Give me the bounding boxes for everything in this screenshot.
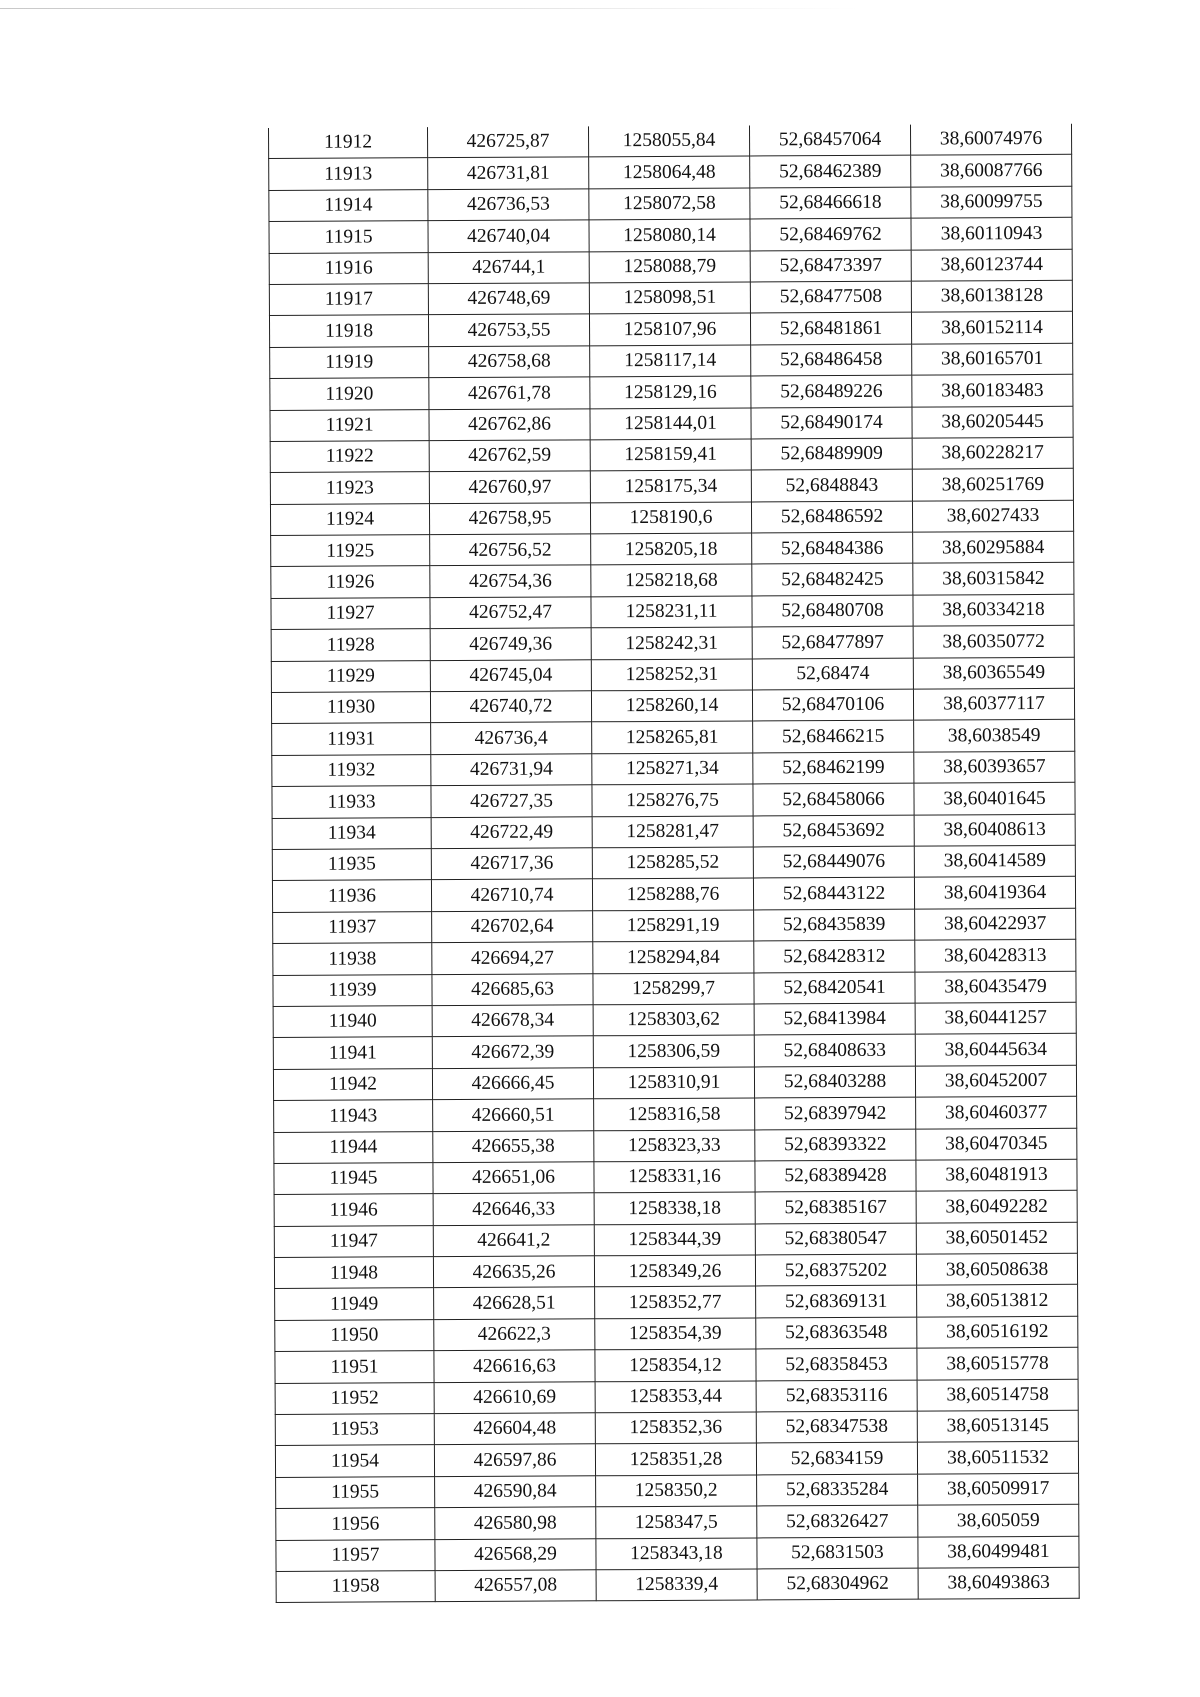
table-row xyxy=(276,1536,1079,1572)
point-number-cell: 11942 xyxy=(273,1068,432,1100)
latitude-cell: 52,68375202 xyxy=(755,1254,916,1286)
latitude-cell: 52,68457064 xyxy=(749,125,910,157)
point-number-cell: 11930 xyxy=(271,692,430,724)
longitude-cell: 38,60205445 xyxy=(912,406,1073,438)
y-coordinate-cell: 1258205,18 xyxy=(591,533,752,565)
x-coordinate-cell: 426758,95 xyxy=(429,503,590,535)
table-row xyxy=(270,469,1073,505)
latitude-cell: 52,68489909 xyxy=(751,438,912,470)
longitude-cell: 38,60334218 xyxy=(913,594,1074,626)
x-coordinate-cell: 426717,36 xyxy=(431,848,592,880)
point-number-cell: 11941 xyxy=(273,1037,432,1069)
latitude-cell: 52,68393322 xyxy=(755,1129,916,1161)
point-number-cell: 11947 xyxy=(274,1225,433,1257)
table-row xyxy=(273,971,1076,1007)
x-coordinate-cell: 426651,06 xyxy=(433,1162,594,1194)
y-coordinate-cell: 1258265,81 xyxy=(592,721,753,753)
y-coordinate-cell: 1258316,58 xyxy=(594,1098,755,1130)
point-number-cell: 11939 xyxy=(273,974,432,1006)
x-coordinate-cell: 426753,55 xyxy=(428,314,589,346)
y-coordinate-cell: 1258331,16 xyxy=(594,1161,755,1193)
table-row xyxy=(271,531,1074,567)
point-number-cell: 11925 xyxy=(271,535,430,567)
longitude-cell: 38,60087766 xyxy=(911,155,1072,187)
x-coordinate-cell: 426655,38 xyxy=(433,1130,594,1162)
table-row xyxy=(274,1096,1077,1132)
longitude-cell: 38,60470345 xyxy=(916,1128,1077,1160)
y-coordinate-cell: 1258354,12 xyxy=(595,1349,756,1381)
point-number-cell: 11922 xyxy=(270,441,429,473)
y-coordinate-cell: 1258190,6 xyxy=(590,502,751,534)
point-number-cell: 11916 xyxy=(269,252,428,284)
y-coordinate-cell: 1258107,96 xyxy=(589,313,750,345)
table-row xyxy=(273,939,1076,975)
latitude-cell: 52,68490174 xyxy=(751,407,912,439)
point-number-cell: 11921 xyxy=(270,409,429,441)
point-number-cell: 11937 xyxy=(273,911,432,943)
y-coordinate-cell: 1258310,91 xyxy=(593,1067,754,1099)
table-row xyxy=(270,500,1073,536)
x-coordinate-cell: 426580,98 xyxy=(435,1507,596,1539)
longitude-cell: 38,60501452 xyxy=(916,1222,1077,1254)
point-number-cell: 11927 xyxy=(271,598,430,630)
longitude-cell: 38,60393657 xyxy=(914,751,1075,783)
x-coordinate-cell: 426702,64 xyxy=(432,911,593,943)
y-coordinate-cell: 1258144,01 xyxy=(590,407,751,439)
latitude-cell: 52,68385167 xyxy=(755,1191,916,1223)
latitude-cell: 52,68347538 xyxy=(756,1411,917,1443)
latitude-cell: 52,68389428 xyxy=(755,1160,916,1192)
longitude-cell: 38,60445634 xyxy=(915,1034,1076,1066)
table-row xyxy=(271,688,1074,724)
table-row xyxy=(274,1222,1077,1258)
longitude-cell: 38,60452007 xyxy=(915,1065,1076,1097)
longitude-cell: 38,60508638 xyxy=(916,1253,1077,1285)
point-number-cell: 11943 xyxy=(274,1100,433,1132)
latitude-cell: 52,68403288 xyxy=(754,1066,915,1098)
x-coordinate-cell: 426646,33 xyxy=(433,1193,594,1225)
x-coordinate-cell: 426758,68 xyxy=(429,346,590,378)
x-coordinate-cell: 426762,86 xyxy=(429,408,590,440)
latitude-cell: 52,68443122 xyxy=(753,878,914,910)
latitude-cell: 52,68428312 xyxy=(754,940,915,972)
x-coordinate-cell: 426635,26 xyxy=(433,1256,594,1288)
coordinates-table-body xyxy=(269,124,1080,1603)
y-coordinate-cell: 1258323,33 xyxy=(594,1129,755,1161)
y-coordinate-cell: 1258117,14 xyxy=(590,345,751,377)
table-row xyxy=(275,1442,1078,1478)
y-coordinate-cell: 1258338,18 xyxy=(594,1192,755,1224)
x-coordinate-cell: 426685,63 xyxy=(432,973,593,1005)
longitude-cell: 38,60408613 xyxy=(914,814,1075,846)
table-row xyxy=(272,845,1075,881)
y-coordinate-cell: 1258260,14 xyxy=(591,690,752,722)
x-coordinate-cell: 426761,78 xyxy=(429,377,590,409)
point-number-cell: 11933 xyxy=(272,786,431,818)
x-coordinate-cell: 426727,35 xyxy=(431,785,592,817)
table-row xyxy=(271,626,1074,662)
y-coordinate-cell: 1258352,36 xyxy=(595,1412,756,1444)
table-row xyxy=(270,374,1073,410)
x-coordinate-cell: 426748,69 xyxy=(428,283,589,315)
table-row xyxy=(276,1567,1079,1603)
table-row xyxy=(275,1316,1078,1352)
longitude-cell: 38,60422937 xyxy=(915,908,1076,940)
latitude-cell: 52,68466215 xyxy=(753,721,914,753)
point-number-cell: 11929 xyxy=(271,660,430,692)
y-coordinate-cell: 1258347,5 xyxy=(596,1506,757,1538)
longitude-cell: 38,60401645 xyxy=(914,782,1075,814)
latitude-cell: 52,68484386 xyxy=(752,532,913,564)
longitude-cell: 38,6027433 xyxy=(912,500,1073,532)
latitude-cell: 52,68420541 xyxy=(754,972,915,1004)
y-coordinate-cell: 1258242,31 xyxy=(591,627,752,659)
y-coordinate-cell: 1258055,84 xyxy=(588,125,749,157)
point-number-cell: 11954 xyxy=(275,1445,434,1477)
longitude-cell: 38,60428313 xyxy=(915,939,1076,971)
y-coordinate-cell: 1258350,2 xyxy=(596,1475,757,1507)
point-number-cell: 11938 xyxy=(273,943,432,975)
x-coordinate-cell: 426731,81 xyxy=(428,157,589,189)
point-number-cell: 11924 xyxy=(270,503,429,535)
table-row xyxy=(269,124,1072,159)
table-row xyxy=(272,782,1075,818)
latitude-cell: 52,68304962 xyxy=(757,1568,918,1600)
longitude-cell: 38,60509917 xyxy=(918,1473,1079,1505)
latitude-cell: 52,6834159 xyxy=(756,1443,917,1475)
x-coordinate-cell: 426622,3 xyxy=(434,1319,595,1351)
x-coordinate-cell: 426590,84 xyxy=(435,1476,596,1508)
point-number-cell: 11940 xyxy=(273,1006,432,1038)
longitude-cell: 38,60492282 xyxy=(916,1191,1077,1223)
longitude-cell: 38,60499481 xyxy=(918,1536,1079,1568)
longitude-cell: 38,60515778 xyxy=(917,1348,1078,1380)
y-coordinate-cell: 1258129,16 xyxy=(590,376,751,408)
x-coordinate-cell: 426694,27 xyxy=(432,942,593,974)
longitude-cell: 38,60414589 xyxy=(914,845,1075,877)
table-row xyxy=(273,1034,1076,1070)
y-coordinate-cell: 1258281,47 xyxy=(592,816,753,848)
point-number-cell: 11944 xyxy=(274,1131,433,1163)
table-row xyxy=(273,1002,1076,1038)
longitude-cell: 38,60315842 xyxy=(913,563,1074,595)
x-coordinate-cell: 426756,52 xyxy=(430,534,591,566)
y-coordinate-cell: 1258098,51 xyxy=(589,282,750,314)
point-number-cell: 11952 xyxy=(275,1382,434,1414)
x-coordinate-cell: 426740,04 xyxy=(428,220,589,252)
y-coordinate-cell: 1258354,39 xyxy=(595,1318,756,1350)
y-coordinate-cell: 1258299,7 xyxy=(593,973,754,1005)
point-number-cell: 11951 xyxy=(275,1351,434,1383)
longitude-cell: 38,60228217 xyxy=(912,437,1073,469)
x-coordinate-cell: 426760,97 xyxy=(429,471,590,503)
table-row xyxy=(272,751,1075,787)
latitude-cell: 52,68474 xyxy=(752,658,913,690)
y-coordinate-cell: 1258288,76 xyxy=(592,878,753,910)
longitude-cell: 38,60481913 xyxy=(916,1159,1077,1191)
y-coordinate-cell: 1258276,75 xyxy=(592,784,753,816)
x-coordinate-cell: 426731,94 xyxy=(431,754,592,786)
table-row xyxy=(269,312,1072,348)
y-coordinate-cell: 1258343,18 xyxy=(596,1538,757,1570)
longitude-cell: 38,60441257 xyxy=(915,1002,1076,1034)
latitude-cell: 52,68449076 xyxy=(753,846,914,878)
point-number-cell: 11956 xyxy=(276,1508,435,1540)
point-number-cell: 11928 xyxy=(271,629,430,661)
y-coordinate-cell: 1258088,79 xyxy=(589,251,750,283)
x-coordinate-cell: 426568,29 xyxy=(435,1538,596,1570)
table-row xyxy=(274,1191,1077,1227)
point-number-cell: 11958 xyxy=(276,1571,435,1603)
longitude-cell: 38,60295884 xyxy=(913,531,1074,563)
y-coordinate-cell: 1258306,59 xyxy=(593,1035,754,1067)
table-row xyxy=(275,1379,1078,1415)
latitude-cell: 52,68435839 xyxy=(754,909,915,941)
latitude-cell: 52,68466618 xyxy=(750,187,911,219)
longitude-cell: 38,60074976 xyxy=(910,124,1071,156)
y-coordinate-cell: 1258218,68 xyxy=(591,564,752,596)
x-coordinate-cell: 426744,1 xyxy=(428,251,589,283)
latitude-cell: 52,68477897 xyxy=(752,626,913,658)
y-coordinate-cell: 1258352,77 xyxy=(595,1286,756,1318)
longitude-cell: 38,60183483 xyxy=(912,374,1073,406)
longitude-cell: 38,60460377 xyxy=(916,1096,1077,1128)
latitude-cell: 52,68458066 xyxy=(753,783,914,815)
x-coordinate-cell: 426610,69 xyxy=(434,1381,595,1413)
latitude-cell: 52,68453692 xyxy=(753,815,914,847)
table-row xyxy=(276,1473,1079,1509)
x-coordinate-cell: 426616,63 xyxy=(434,1350,595,1382)
point-number-cell: 11945 xyxy=(274,1163,433,1195)
point-number-cell: 11935 xyxy=(272,849,431,881)
x-coordinate-cell: 426604,48 xyxy=(434,1413,595,1445)
x-coordinate-cell: 426740,72 xyxy=(430,691,591,723)
point-number-cell: 11934 xyxy=(272,817,431,849)
latitude-cell: 52,68477508 xyxy=(750,281,911,313)
point-number-cell: 11955 xyxy=(276,1476,435,1508)
table-row xyxy=(272,814,1075,850)
latitude-cell: 52,68397942 xyxy=(755,1097,916,1129)
point-number-cell: 11919 xyxy=(270,346,429,378)
table-row xyxy=(270,406,1073,442)
longitude-cell: 38,60511532 xyxy=(917,1442,1078,1474)
point-number-cell: 11923 xyxy=(270,472,429,504)
table-row xyxy=(269,280,1072,316)
latitude-cell: 52,68408633 xyxy=(754,1034,915,1066)
table-row xyxy=(270,437,1073,473)
longitude-cell: 38,60165701 xyxy=(912,343,1073,375)
x-coordinate-cell: 426749,36 xyxy=(430,628,591,660)
point-number-cell: 11946 xyxy=(274,1194,433,1226)
table-row xyxy=(272,720,1075,756)
point-number-cell: 11949 xyxy=(275,1288,434,1320)
y-coordinate-cell: 1258064,48 xyxy=(589,156,750,188)
longitude-cell: 38,60138128 xyxy=(911,280,1072,312)
point-number-cell: 11913 xyxy=(269,158,428,190)
table-row xyxy=(272,877,1075,913)
x-coordinate-cell: 426660,51 xyxy=(433,1099,594,1131)
y-coordinate-cell: 1258344,39 xyxy=(594,1224,755,1256)
latitude-cell: 52,68369131 xyxy=(756,1286,917,1318)
latitude-cell: 52,68473397 xyxy=(750,250,911,282)
y-coordinate-cell: 1258285,52 xyxy=(592,847,753,879)
x-coordinate-cell: 426752,47 xyxy=(430,597,591,629)
latitude-cell: 52,68380547 xyxy=(755,1223,916,1255)
y-coordinate-cell: 1258291,19 xyxy=(593,910,754,942)
table-row xyxy=(275,1348,1078,1384)
table-row xyxy=(269,155,1072,191)
point-number-cell: 11932 xyxy=(272,754,431,786)
y-coordinate-cell: 1258159,41 xyxy=(590,439,751,471)
y-coordinate-cell: 1258080,14 xyxy=(589,219,750,251)
longitude-cell: 38,60152114 xyxy=(911,312,1072,344)
longitude-cell: 38,60513812 xyxy=(917,1285,1078,1317)
latitude-cell: 52,68470106 xyxy=(752,689,913,721)
x-coordinate-cell: 426628,51 xyxy=(434,1287,595,1319)
latitude-cell: 52,68413984 xyxy=(754,1003,915,1035)
x-coordinate-cell: 426736,4 xyxy=(431,722,592,754)
scan-artifact-line xyxy=(0,8,860,9)
latitude-cell: 52,6848843 xyxy=(751,469,912,501)
y-coordinate-cell: 1258294,84 xyxy=(593,941,754,973)
table-row xyxy=(275,1410,1078,1446)
longitude-cell: 38,6038549 xyxy=(914,720,1075,752)
latitude-cell: 52,68481861 xyxy=(750,312,911,344)
y-coordinate-cell: 1258271,34 xyxy=(592,753,753,785)
point-number-cell: 11912 xyxy=(269,127,428,159)
table-row xyxy=(273,908,1076,944)
table-row xyxy=(269,249,1072,285)
table-row xyxy=(275,1285,1078,1321)
longitude-cell: 38,60493863 xyxy=(918,1567,1079,1599)
longitude-cell: 38,60251769 xyxy=(912,469,1073,501)
longitude-cell: 38,60123744 xyxy=(911,249,1072,281)
longitude-cell: 38,60435479 xyxy=(915,971,1076,1003)
table-row xyxy=(274,1128,1077,1164)
x-coordinate-cell: 426678,34 xyxy=(432,1005,593,1037)
y-coordinate-cell: 1258175,34 xyxy=(590,470,751,502)
x-coordinate-cell: 426754,36 xyxy=(430,565,591,597)
table-row xyxy=(271,563,1074,599)
longitude-cell: 38,60514758 xyxy=(917,1379,1078,1411)
table-row xyxy=(270,343,1073,379)
longitude-cell: 38,60513145 xyxy=(917,1410,1078,1442)
table-row xyxy=(276,1504,1079,1540)
latitude-cell: 52,68363548 xyxy=(756,1317,917,1349)
x-coordinate-cell: 426762,59 xyxy=(429,440,590,472)
longitude-cell: 38,605059 xyxy=(918,1504,1079,1536)
longitude-cell: 38,60419364 xyxy=(914,877,1075,909)
point-number-cell: 11920 xyxy=(270,378,429,410)
x-coordinate-cell: 426722,49 xyxy=(431,816,592,848)
point-number-cell: 11914 xyxy=(269,189,428,221)
x-coordinate-cell: 426725,87 xyxy=(427,126,588,158)
latitude-cell: 52,6831503 xyxy=(757,1537,918,1569)
y-coordinate-cell: 1258072,58 xyxy=(589,188,750,220)
longitude-cell: 38,60110943 xyxy=(911,217,1072,249)
x-coordinate-cell: 426710,74 xyxy=(431,879,592,911)
latitude-cell: 52,68326427 xyxy=(757,1505,918,1537)
table-row xyxy=(273,1065,1076,1101)
point-number-cell: 11926 xyxy=(271,566,430,598)
y-coordinate-cell: 1258353,44 xyxy=(595,1381,756,1413)
table-row xyxy=(274,1159,1077,1195)
point-number-cell: 11915 xyxy=(269,221,428,253)
point-number-cell: 11950 xyxy=(275,1319,434,1351)
y-coordinate-cell: 1258351,28 xyxy=(595,1443,756,1475)
latitude-cell: 52,68469762 xyxy=(750,218,911,250)
point-number-cell: 11917 xyxy=(269,284,428,316)
latitude-cell: 52,68353116 xyxy=(756,1380,917,1412)
x-coordinate-cell: 426672,39 xyxy=(432,1036,593,1068)
point-number-cell: 11918 xyxy=(269,315,428,347)
latitude-cell: 52,68482425 xyxy=(752,564,913,596)
latitude-cell: 52,68358453 xyxy=(756,1348,917,1380)
table-row xyxy=(271,657,1074,693)
latitude-cell: 52,68480708 xyxy=(752,595,913,627)
x-coordinate-cell: 426641,2 xyxy=(433,1224,594,1256)
table-row xyxy=(274,1253,1077,1289)
x-coordinate-cell: 426557,08 xyxy=(435,1570,596,1602)
point-number-cell: 11957 xyxy=(276,1539,435,1571)
table-row xyxy=(269,186,1072,222)
table-row xyxy=(271,594,1074,630)
latitude-cell: 52,68486458 xyxy=(751,344,912,376)
y-coordinate-cell: 1258349,26 xyxy=(594,1255,755,1287)
y-coordinate-cell: 1258303,62 xyxy=(593,1004,754,1036)
x-coordinate-cell: 426597,86 xyxy=(434,1444,595,1476)
coordinates-table xyxy=(268,124,1080,1604)
table-row xyxy=(269,217,1072,253)
longitude-cell: 38,60377117 xyxy=(913,688,1074,720)
longitude-cell: 38,60099755 xyxy=(911,186,1072,218)
x-coordinate-cell: 426666,45 xyxy=(432,1068,593,1100)
longitude-cell: 38,60516192 xyxy=(917,1316,1078,1348)
latitude-cell: 52,68486592 xyxy=(751,501,912,533)
latitude-cell: 52,68462389 xyxy=(750,156,911,188)
y-coordinate-cell: 1258231,11 xyxy=(591,596,752,628)
latitude-cell: 52,68335284 xyxy=(757,1474,918,1506)
point-number-cell: 11948 xyxy=(274,1257,433,1289)
x-coordinate-cell: 426736,53 xyxy=(428,189,589,221)
latitude-cell: 52,68462199 xyxy=(753,752,914,784)
point-number-cell: 11936 xyxy=(272,880,431,912)
point-number-cell: 11953 xyxy=(275,1414,434,1446)
longitude-cell: 38,60365549 xyxy=(913,657,1074,689)
latitude-cell: 52,68489226 xyxy=(751,375,912,407)
longitude-cell: 38,60350772 xyxy=(913,626,1074,658)
y-coordinate-cell: 1258252,31 xyxy=(591,659,752,691)
point-number-cell: 11931 xyxy=(272,723,431,755)
y-coordinate-cell: 1258339,4 xyxy=(596,1569,757,1601)
x-coordinate-cell: 426745,04 xyxy=(430,659,591,691)
